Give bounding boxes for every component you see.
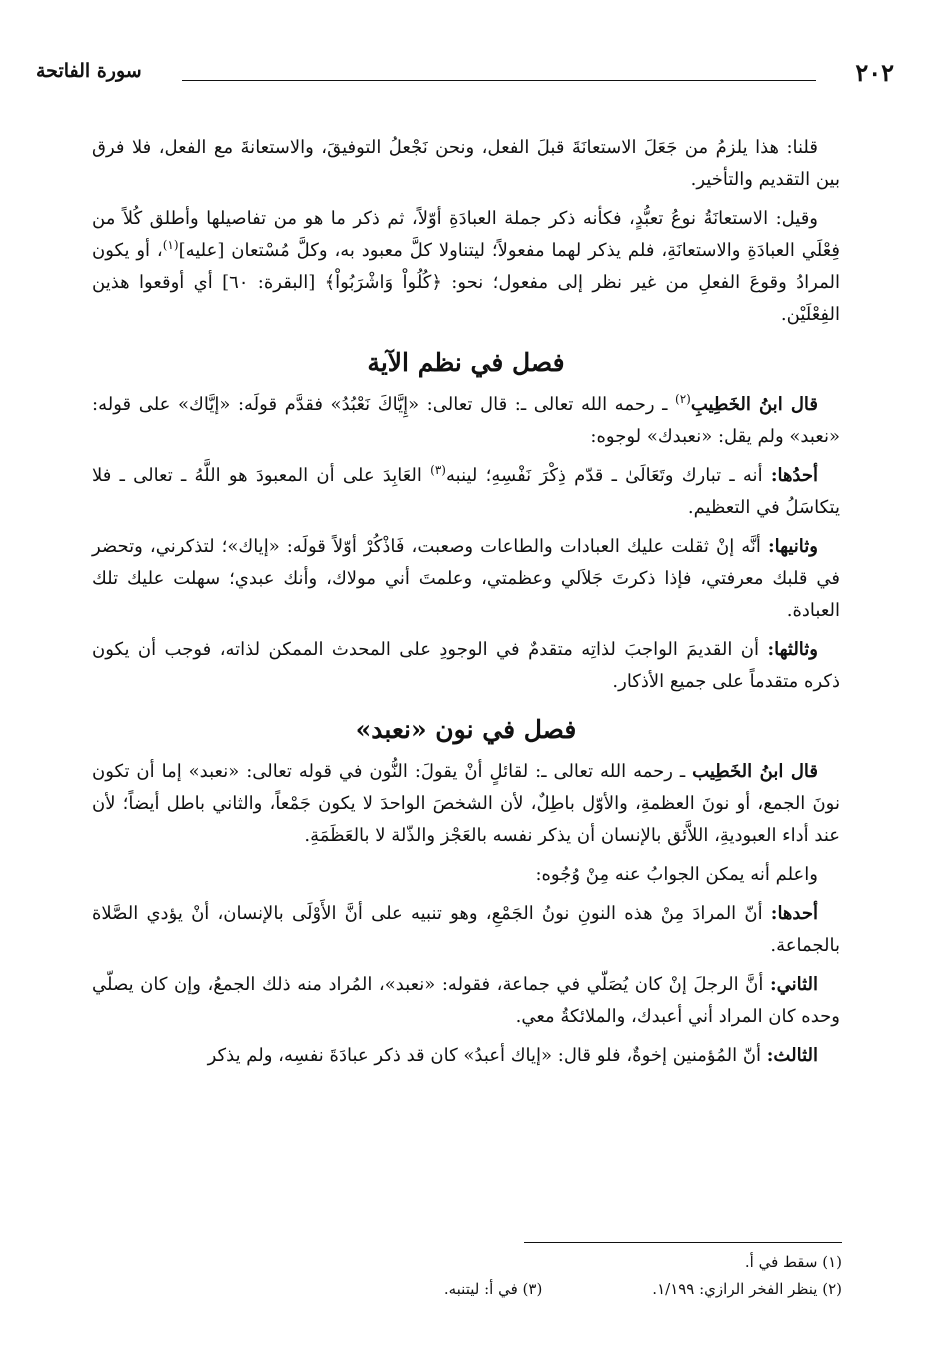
paragraph <box>92 634 840 698</box>
paragraph-lead: أحدُها: <box>770 465 819 486</box>
paragraph-text: ـ رحمه الله تعالى ـ: لقائلٍ أنْ يقولَ: النُّون في قوله تعالى: «نعبد» إما أن تكون نونَ الجمع، أو نونَ العظمةِ، والأوّل باطِلٌ، لأن الشخصَ الواحدَ لا يكون جَمْعاً، والثاني باطل أيضاً؛ لأن عند أداء العبوديةِ، اللاَّئق بالإنسان أن يذكر نفسه بالعَجْز والذّلة لا بالعَظَمَةِ. <box>92 761 840 846</box>
paragraph <box>92 756 840 852</box>
paragraph-text: أن القديمَ الواجبَ لذاتِه متقدمٌ في الوجودِ على المحدث الممكن لذاته، فوجب أن يكون ذكره متقدماً على جميع الأذكار. <box>92 639 840 692</box>
paragraph <box>92 460 840 524</box>
running-title: سورة الفاتحة <box>36 60 142 82</box>
section-heading: فصل في نون «نعبد» <box>355 715 577 744</box>
paragraph-lead: وثانيها: <box>767 536 818 557</box>
header-rule <box>182 80 816 81</box>
paragraph-text: ـ رحمه الله تعالى ـ: قال تعالى: «إِيَّاكَ نَعْبُدُ» فقدَّم قولَه: «إيَّاك» على قوله: «نعبد» ولم يقل: «نعبدك» لوجوه: <box>92 394 840 447</box>
page-body <box>92 132 840 1079</box>
paragraph-text: أنه ـ تبارك وتَعَالَىٰ ـ قدّم ذِكْرَ نَفْسِهِ؛ لينبه <box>445 465 771 486</box>
paragraph-lead: الثالث: <box>766 1045 818 1066</box>
paragraph <box>92 132 840 196</box>
footnotes <box>88 1242 842 1303</box>
paragraph-text: العَابِدَ على أن المعبودَ هو اللَّهُ ـ تعالى ـ فلا يتكاسَلُ في التعظيم. <box>92 465 840 518</box>
paragraph-text: واعلم أنه يمكن الجوابُ عنه مِنْ وُجُوه: <box>535 864 818 885</box>
paragraph-lead: وثالثها: <box>767 639 818 660</box>
footnote-1: (١) سقط في أ. <box>744 1253 842 1271</box>
paragraph <box>92 969 840 1033</box>
paragraph <box>92 898 840 962</box>
paragraph-lead: أحدها: <box>770 903 818 924</box>
footnote-marker: (٢) <box>675 392 691 406</box>
paragraph-text: أنّ المرادَ مِنْ هذه النونِ نونُ الجَمْعِ، وهو تنبيه على أنَّ الأَوْلَى بالإنسان، أنْ يؤدي الصَّلاة بالجماعة. <box>92 903 840 956</box>
paragraph <box>92 531 840 627</box>
paragraph <box>92 203 840 331</box>
paragraph-text: أنَّ الرجلَ إنْ كان يُصَلّي في جماعة، فقوله: «نعبد»، المُراد منه ذلك الجمعُ، وإن كان يصلّي وحده كان المراد أني أعبدك، والملائكةُ معي. <box>92 974 840 1027</box>
page-header <box>36 58 894 92</box>
page-number: ٢٠٢ <box>855 58 894 87</box>
paragraph-lead: قال ابنُ الخَطِيب <box>692 761 819 782</box>
section-heading: فصل في نظم الآية <box>367 348 565 377</box>
paragraph-lead: الثاني: <box>769 974 818 995</box>
paragraph-text: ، أو يكون المرادُ وقوعَ الفعلِ من غير نظر إلى مفعول؛ نحو: ﴿كُلُواْ وَاشْرَبُواْ﴾ [البقرة: ٦٠] أي أوقعوا هذين الفِعْلَيْن. <box>92 240 840 325</box>
footnote-marker: (١) <box>162 238 179 252</box>
paragraph <box>92 389 840 453</box>
paragraph-text: قلنا: هذا يلزمُ من جَعَلَ الاستعانَةَ قبلَ الفعل، ونحن نَجْعلُ التوفيقَ، والاستعانةَ مع الفعل، فلا فرق بين التقديم والتأخير. <box>92 137 840 190</box>
paragraph-text: أنَّه إنْ ثقلت عليك العبادات والطاعات وصعبت، فَاذْكُرْ أوّلاً قولَه: «إياك»؛ لتذكرني، وتحضر في قلبك معرفتي، فإذا ذكرتَ جَلاَلي وعظمتي، وعلمتَ أني مولاك، وأنك عبدي؛ سهلت عليك تلك العبادة. <box>92 536 840 621</box>
paragraph-text: وقيل: الاستعانَةُ نوعُ تعبُّدٍ، فكأنه ذكر جملة العبادَةِ أوّلاً، ثم ذكر ما هو من تفاصيلها وأطلق كُلاً من فِعْلَي العبادَةِ والاستعانَةِ، فلم يذكر لهما مفعولاً؛ ليتناولا كلَّ معبود به، وكلَّ مُسْتعان [عليه] <box>92 208 840 261</box>
footnote-marker: (٣) <box>430 463 446 477</box>
footnote-3: (٣) في أ: ليتنبه. <box>443 1280 543 1298</box>
paragraph-lead: قال ابنُ الخَطِيبِ <box>690 394 819 415</box>
paragraph-text: أنّ المُؤمنين إخوةٌ، فلو قال: «إياك أعبدُ» كان قد ذكر عبادَةَ نفسِه، ولم يذكر <box>207 1045 767 1066</box>
footnote-rule <box>524 1242 842 1243</box>
paragraph <box>92 859 840 891</box>
paragraph <box>92 1040 840 1072</box>
footnote-2: (٢) ينظر الفخر الرازي: ١/١٩٩. <box>652 1280 842 1298</box>
